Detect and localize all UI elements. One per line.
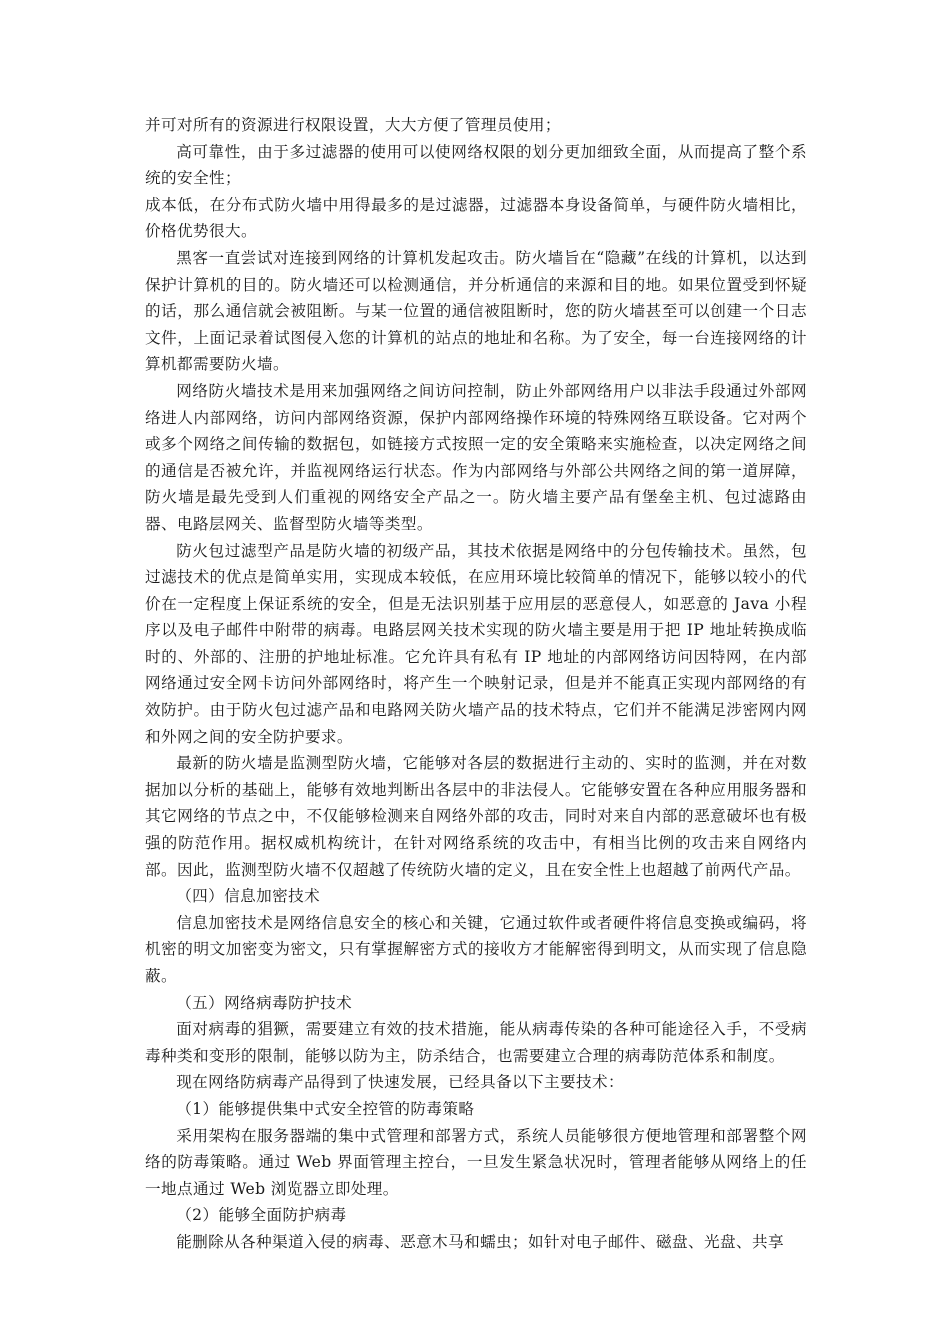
paragraph: 防火包过滤型产品是防火墙的初级产品，其技术依据是网络中的分包传输技术。虽然，包过滤技术的优点是简单实用，实现成本较低，在应用环境比较简单的情况下，能够以较小的代价在一定程度上保证系统的安全，但是无法识别基于应用层的恶意侵人，如恶意的 Java 小程序以及电子邮件中附带的病毒。电路层网关技术实现的防火墙主要是用于把 IP 地址转换成临时的、外部的、注册的护地址标准。它允许具有私有 IP 地址的内部网络访问因特网，在内部网络通过安全网卡访问外部网络时，将产生一个映射记录，但是并不能真正实现内部网络的有效防护。由于防火包过滤产品和电路网关防火墙产品的技术特点，它们并不能满足涉密网内网和外网之间的安全防护要求。 bbox=[145, 541, 807, 746]
paragraph: 黑客一直尝试对连接到网络的计算机发起攻击。防火墙旨在“隐藏”在线的计算机，以达到保护计算机的目的。防火墙还可以检测通信，并分析通信的来源和目的地。如果位置受到怀疑的话，那么通信就会被阻断。与某一位置的通信被阻断时，您的防火墙甚至可以创建一个日志文件，上面记录着试图侵入您的计算机的站点的地址和名称。为了安全，每一台连接网络的计算机都需要防火墙。 bbox=[145, 248, 807, 374]
paragraph: 最新的防火墙是监测型防火墙，它能够对各层的数据进行主动的、实时的监测，并在对数据加以分析的基础上，能够有效地判断出各层中的非法侵人。它能够安置在各种应用服务器和其它网络的节点之中，不仅能够检测来自网络外部的攻击，同时对来自内部的恶意破坏也有极强的防范作用。据权威机构统计，在针对网络系统的攻击中，有相当比例的攻击来自网络内部。因此，监测型防火墙不仅超越了传统防火墙的定义，且在安全性上也超越了前两代产品。 bbox=[145, 754, 807, 879]
paragraph: 信息加密技术是网络信息安全的核心和关键，它通过软件或者硬件将信息变换或编码，将机密的明文加密变为密文，只有掌握解密方式的接收方才能解密得到明文，从而实现了信息隐蔽。 bbox=[145, 913, 807, 985]
paragraph: 面对病毒的猖獗，需要建立有效的技术措施，能从病毒传染的各种可能途径入手，不受病毒种类和变形的限制，能够以防为主，防杀结合，也需要建立合理的病毒防范体系和制度。 bbox=[145, 1020, 807, 1065]
paragraph: 并可对所有的资源进行权限设置，大大方便了管理员使用； bbox=[145, 116, 561, 134]
section-heading: （五）网络病毒防护技术 bbox=[176, 993, 353, 1012]
paragraph: 网络防火墙技术是用来加强网络之间访问控制，防止外部网络用户以非法手段通过外部网络进人内部网络，访问内部网络资源，保护内部网络操作环境的特殊网络互联设备。它对两个或多个网络之间传输的数据包，如链接方式按照一定的安全策略来实施检查，以决定网络之间的通信是否被允许，并监视网络运行状态。作为内部网络与外部公共网络之间的第一道屏障，防火墙是最先受到人们重视的网络安全产品之一。防火墙主要产品有堡垒主机、包过滤路由器、电路层网关、监督型防火墙等类型。 bbox=[145, 381, 807, 533]
section-heading: （四）信息加密技术 bbox=[176, 887, 321, 906]
paragraph: 能删除从各种渠道入侵的病毒、恶意木马和蠕虫；如针对电子邮件、磁盘、光盘、共享 bbox=[176, 1232, 784, 1251]
document-body bbox=[145, 112, 807, 1256]
subsection-heading: （2）能够全面防护病毒 bbox=[176, 1206, 347, 1225]
paragraph: 成本低，在分布式防火墙中用得最多的是过滤器，过滤器本身设备简单，与硬件防火墙相比，价格优势很大。 bbox=[145, 195, 807, 241]
paragraph: 高可靠性，由于多过滤器的使用可以使网络权限的划分更加细致全面，从而提高了整个系统的安全性； bbox=[145, 142, 807, 188]
subsection-heading: （1）能够提供集中式安全控管的防毒策略 bbox=[176, 1099, 475, 1118]
paragraph: 现在网络防病毒产品得到了快速发展，已经具备以下主要技术： bbox=[176, 1073, 625, 1092]
paragraph: 采用架构在服务器端的集中式管理和部署方式，系统人员能够很方便地管理和部署整个网络的防毒策略。通过 Web 界面管理主控台，一旦发生紧急状况时，管理者能够从网络上的任一地点通过 Web 浏览器立即处理。 bbox=[145, 1126, 807, 1198]
